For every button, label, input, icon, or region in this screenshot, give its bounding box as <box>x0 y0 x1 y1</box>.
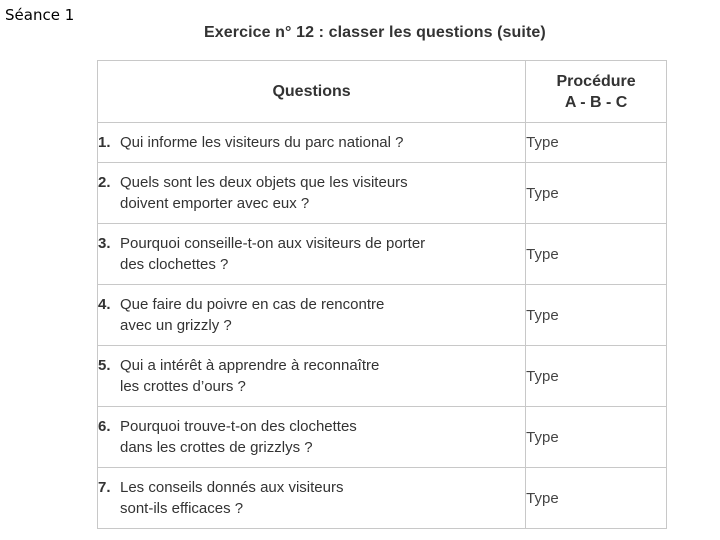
table-row <box>98 163 667 224</box>
table-row <box>98 224 667 285</box>
question-text-line: les crottes d’ours ? <box>120 378 246 395</box>
header-procedure-label: Procédure <box>556 72 636 90</box>
table-row <box>98 468 667 529</box>
question-number: 7. <box>98 479 111 496</box>
question-text-line: Pourquoi conseille-t-on aux visiteurs de porter <box>120 235 426 252</box>
header-procedure <box>526 61 667 123</box>
question-text-line: Quels sont les deux objets que les visiteurs <box>120 174 408 191</box>
question-text-line: avec un grizzly ? <box>120 317 232 334</box>
question-cell <box>98 346 526 407</box>
question-text-line: sont-ils efficaces ? <box>120 500 244 517</box>
table-row <box>98 346 667 407</box>
question-number: 4. <box>98 296 111 313</box>
question-text-line: Que faire du poivre en cas de rencontre <box>120 296 385 313</box>
question-number: 1. <box>98 134 111 151</box>
question-text-line: Qui informe les visiteurs du parc national ? <box>120 134 404 151</box>
header-procedure-options: A - B - C <box>564 93 628 111</box>
session-label: Séance 1 <box>5 6 75 24</box>
question-text-line: doivent emporter avec eux ? <box>120 195 310 212</box>
question-text-line: Les conseils donnés aux visiteurs <box>120 479 344 496</box>
table-row <box>98 123 667 163</box>
question-number: 6. <box>98 418 111 435</box>
question-cell <box>98 407 526 468</box>
question-cell <box>98 468 526 529</box>
question-text-line: dans les crottes de grizzlys ? <box>120 439 313 456</box>
type-cell: Type <box>526 407 667 468</box>
questions-table <box>97 60 667 529</box>
table-row <box>98 407 667 468</box>
type-cell: Type <box>526 346 667 407</box>
header-questions: Questions <box>98 61 526 123</box>
type-cell: Type <box>526 285 667 346</box>
question-text-line: Qui a intérêt à apprendre à reconnaître <box>120 357 380 374</box>
question-cell <box>98 285 526 346</box>
question-cell <box>98 224 526 285</box>
question-text-line: Pourquoi trouve-t-on des clochettes <box>120 418 357 435</box>
question-number: 5. <box>98 357 111 374</box>
question-number: 2. <box>98 174 111 191</box>
exercise-title: Exercice n° 12 : classer les questions (suite) <box>204 24 546 41</box>
question-text-line: des clochettes ? <box>120 256 229 273</box>
type-cell: Type <box>526 468 667 529</box>
question-number: 3. <box>98 235 111 252</box>
question-cell <box>98 123 526 163</box>
type-cell: Type <box>526 163 667 224</box>
question-cell <box>98 163 526 224</box>
table-row <box>98 285 667 346</box>
type-cell: Type <box>526 224 667 285</box>
type-cell: Type <box>526 123 667 163</box>
table-header-row <box>98 61 667 123</box>
